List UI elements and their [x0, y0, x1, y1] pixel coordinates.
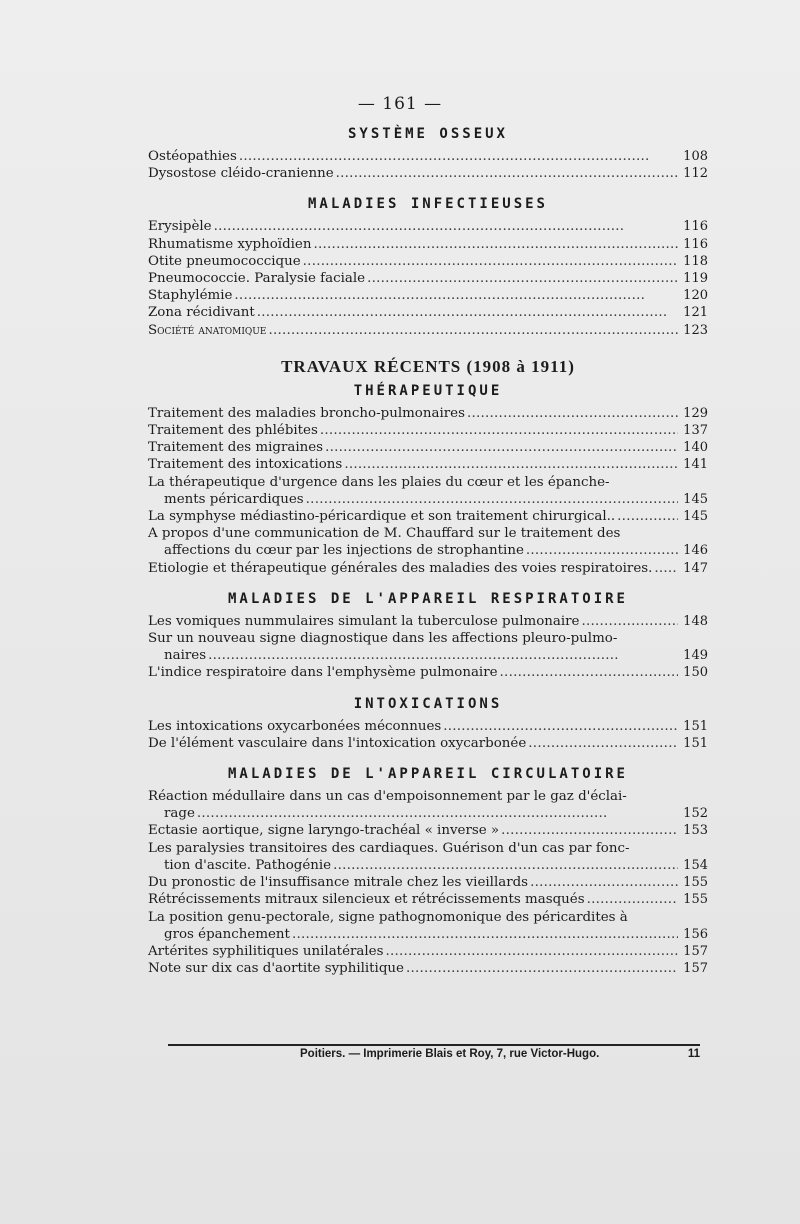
toc-entry [148, 270, 708, 287]
dot-leader [208, 647, 678, 664]
entry-title: De l'élément vasculaire dans l'intoxication oxycarbonée [148, 735, 527, 751]
entry-title: gros épanchement [164, 926, 290, 942]
toc-section [148, 383, 708, 577]
dot-leader [197, 805, 678, 822]
entry-title: Du pronostic de l'insuffisance mitrale chez les vieillards [148, 875, 529, 891]
page-ref: 150 [683, 665, 708, 681]
entry-title: naires [164, 648, 207, 664]
page-ref: 137 [683, 423, 708, 439]
page-ref: 140 [683, 440, 708, 456]
page-ref: 120 [683, 288, 708, 304]
page-ref: 108 [683, 149, 708, 164]
entry-title: Zona récidivant [148, 305, 255, 321]
toc-entry [148, 874, 708, 891]
page-ref: 121 [683, 305, 708, 321]
toc-entry [148, 560, 708, 577]
toc-section [148, 591, 708, 682]
toc-entry [148, 630, 708, 664]
toc-entry [148, 943, 708, 960]
page-ref: 151 [683, 718, 708, 734]
toc-entry [148, 322, 708, 339]
dot-leader [344, 456, 678, 473]
dot-leader [654, 560, 678, 577]
entry-title: La symphyse médiastino-péricardique et son traitement chirurgical.. [148, 509, 616, 525]
section-heading: MALADIES INFECTIEUSES [307, 196, 548, 213]
toc-entry [148, 253, 708, 270]
dot-leader [526, 542, 678, 559]
entry-title: ments péricardiques [164, 491, 304, 507]
entry-title: Otite pneumococcique [148, 253, 301, 269]
toc-entry [148, 822, 708, 839]
page-ref: 145 [683, 491, 708, 507]
toc-entry [148, 840, 708, 874]
entry-title: Traitement des intoxications [148, 457, 343, 473]
page-ref: 112 [683, 166, 708, 182]
dot-leader [257, 304, 678, 321]
toc-entry [148, 525, 708, 559]
printer-imprint: Poitiers. — Imprimerie Blais et Roy, 7, rue Victor-Hugo. [300, 1048, 600, 1060]
dot-leader [467, 405, 678, 422]
page-ref: 153 [683, 823, 708, 839]
toc-entry [148, 287, 708, 304]
entry-title: Note sur dix cas d'aortite syphilitique [148, 961, 404, 977]
entry-title: Traitement des maladies broncho-pulmonaires [148, 405, 465, 421]
entry-title: Staphylémie [148, 288, 233, 304]
dot-leader [303, 253, 678, 270]
dot-leader [268, 322, 678, 339]
page-ref: 141 [683, 457, 708, 473]
dot-leader [528, 735, 678, 752]
toc-entry [148, 891, 708, 908]
toc-entry [148, 960, 708, 977]
entry-title: Rétrécissements mitraux silencieux et rétrécissements masqués [148, 892, 585, 908]
toc-entry [148, 508, 708, 525]
page-ref: 118 [683, 253, 708, 269]
page-ref: 151 [683, 735, 708, 751]
page-ref: 156 [683, 926, 708, 942]
page-ref: 119 [683, 271, 708, 287]
entry-title: L'indice respiratoire dans l'emphysème pulmonaire [148, 665, 498, 681]
entry-title: Ostéopathies [148, 149, 237, 164]
entry-title: Ectasie aortique, signe laryngo-trachéal « inverse » [148, 823, 500, 839]
entry-title: Les vomiques nummulaires simulant la tuberculose pulmonaire [148, 613, 580, 629]
table-of-contents [148, 126, 708, 977]
toc-entry [148, 474, 708, 508]
page-ref: 149 [683, 648, 708, 664]
entry-title: rage [164, 806, 195, 822]
dot-leader [443, 718, 678, 735]
dot-leader [333, 857, 678, 874]
entry-title: Sur un nouveau signe diagnostique dans les affections pleuro-pulmo- [148, 631, 618, 647]
page-ref: 147 [683, 560, 708, 576]
page-ref: 157 [683, 943, 708, 959]
toc-entry [148, 613, 708, 630]
entry-title: affections du cœur par les injections de strophantine [164, 543, 524, 559]
section-heading: MALADIES DE L'APPAREIL CIRCULATOIRE [227, 766, 628, 783]
toc-entry [148, 735, 708, 752]
dot-leader [314, 236, 679, 253]
section-heading: MALADIES DE L'APPAREIL RESPIRATOIRE [227, 590, 628, 607]
entry-title: Réaction médullaire dans un cas d'empoisonnement par le gaz d'éclai- [148, 789, 627, 805]
section-heading: TRAVAUX RÉCENTS (1908 à 1911) [281, 356, 575, 376]
section-heading: SYSTÈME OSSEUX [347, 126, 508, 142]
footer-rule [168, 1044, 700, 1046]
toc-entry [148, 664, 708, 681]
dot-leader [234, 287, 678, 304]
dot-leader [214, 218, 678, 235]
toc-entry [148, 422, 708, 439]
entry-title: Les intoxications oxycarbonées méconnues [148, 718, 442, 734]
toc-section [148, 696, 708, 752]
entry-title: Artérites syphilitiques unilatérales [148, 943, 384, 959]
page-ref: 157 [683, 961, 708, 977]
dot-leader [587, 891, 678, 908]
page-number: — 161 — [357, 94, 443, 114]
section-heading: INTOXICATIONS [353, 695, 503, 712]
toc-section [148, 357, 708, 377]
dot-leader [320, 422, 678, 439]
page-ref: 123 [683, 322, 708, 338]
page-ref: 148 [683, 613, 708, 629]
toc-entry [148, 148, 708, 165]
entry-title: Rhumatisme xyphoïdien [148, 236, 312, 252]
toc-entry [148, 165, 708, 182]
dot-leader [306, 491, 678, 508]
entry-title: Société anatomique [148, 322, 267, 338]
toc-entry [148, 304, 708, 321]
dot-leader [385, 943, 678, 960]
dot-leader [367, 270, 678, 287]
page-ref: 155 [683, 892, 708, 908]
entry-title: Dysostose cléido-cranienne [148, 166, 334, 182]
toc-entry [148, 218, 708, 235]
dot-leader [336, 165, 678, 182]
entry-title: La thérapeutique d'urgence dans les plaies du cœur et les épanche- [148, 474, 610, 490]
dot-leader [406, 960, 678, 977]
entry-title: Traitement des migraines [148, 440, 324, 456]
dot-leader [500, 664, 678, 681]
toc-section [148, 766, 708, 977]
toc-entry [148, 236, 708, 253]
page-ref: 145 [683, 509, 708, 525]
entry-title: tion d'ascite. Pathogénie [164, 857, 332, 873]
dot-leader [530, 874, 678, 891]
toc-entry [148, 439, 708, 456]
toc-section [148, 126, 708, 182]
page-ref: 129 [683, 405, 708, 421]
entry-title: Les paralysies transitoires des cardiaques. Guérison d'un cas par fonc- [148, 840, 630, 856]
dot-leader [292, 926, 678, 943]
signature-mark: 11 [687, 1048, 700, 1060]
page-ref: 146 [683, 543, 708, 559]
entry-title: Erysipèle [148, 219, 212, 235]
entry-title: Traitement des phlébites [148, 423, 318, 439]
entry-title: A propos d'une communication de M. Chauffard sur le traitement des [148, 526, 621, 542]
dot-leader [581, 613, 678, 630]
page-ref: 116 [683, 236, 708, 252]
page-ref: 155 [683, 875, 708, 891]
toc-section [148, 196, 708, 338]
dot-leader [239, 148, 678, 165]
page-ref: 116 [683, 219, 708, 235]
toc-entry [148, 788, 708, 822]
page-ref: 152 [683, 806, 708, 822]
dot-leader [617, 508, 678, 525]
section-heading: THÉRAPEUTIQUE [353, 382, 503, 399]
entry-title: La position genu-pectorale, signe pathognomonique des péricardites à [148, 909, 628, 925]
dot-leader [325, 439, 678, 456]
toc-entry [148, 718, 708, 735]
toc-entry [148, 909, 708, 943]
dot-leader [501, 822, 678, 839]
entry-title: Etiologie et thérapeutique générales des maladies des voies respiratoires. [148, 560, 653, 576]
toc-entry [148, 456, 708, 473]
entry-title: Pneumococcie. Paralysie faciale [148, 271, 366, 287]
page-ref: 154 [683, 857, 708, 873]
toc-entry [148, 405, 708, 422]
